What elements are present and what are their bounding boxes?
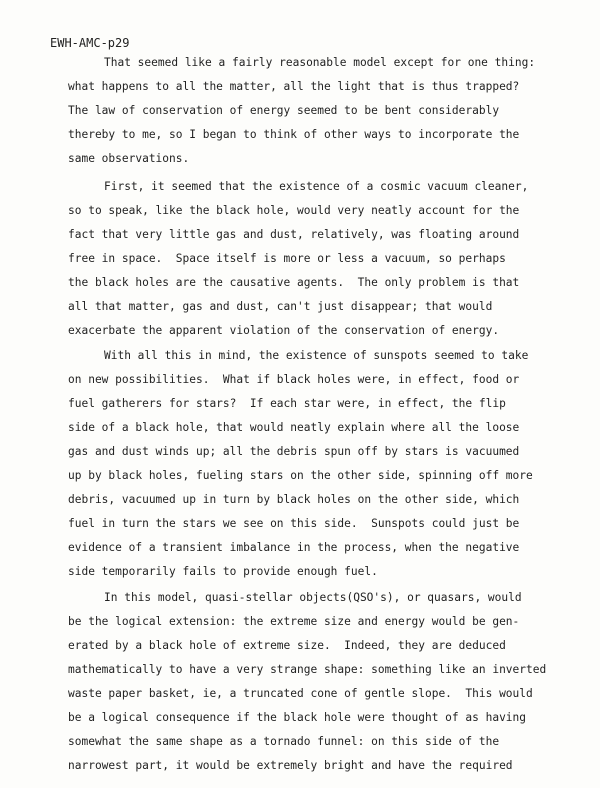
text-line: thereby to me, so I began to think of other ways to incorporate the [68,128,520,141]
text-line: In this model, quasi-stellar objects(QSO's), or quasars, would [104,591,522,604]
text-line: somewhat the same shape as a tornado funnel: on this side of the [68,735,500,748]
text-line: be the logical extension: the extreme size and energy would be gen- [68,615,520,628]
text-line: evidence of a transient imbalance in the process, when the negative [68,541,520,554]
text-line: fact that very little gas and dust, relatively, was floating around [68,228,520,241]
text-line: First, it seemed that the existence of a cosmic vacuum cleaner, [104,180,529,193]
text-line: all that matter, gas and dust, can't just disappear; that would [68,300,493,313]
text-line: same observations. [68,152,190,165]
text-line: gas and dust winds up; all the debris spun off by stars is vacuumed [68,445,520,458]
text-line: so to speak, like the black hole, would very neatly account for the [68,204,520,217]
text-line: up by black holes, fueling stars on the other side, spinning off more [68,469,533,482]
text-line: narrowest part, it would be extremely bright and have the required [68,759,513,772]
text-line: free in space. Space itself is more or less a vacuum, so perhaps [68,252,506,265]
text-line: fuel in turn the stars we see on this side. Sunspots could just be [68,517,520,530]
text-line: fuel gatherers for stars? If each star were, in effect, the flip [68,397,506,410]
text-line: side of a black hole, that would neatly explain where all the loose [68,421,520,434]
text-line: on new possibilities. What if black holes were, in effect, food or [68,373,520,386]
text-line: exacerbate the apparent violation of the conservation of energy. [68,324,500,337]
text-line: waste paper basket, ie, a truncated cone of gentle slope. This would [68,687,533,700]
document-id: EWH-AMC-p29 [50,36,130,50]
text-line: be a logical consequence if the black hole were thought of as having [68,711,527,724]
text-line: debris, vacuumed up in turn by black holes on the other side, which [68,493,520,506]
text-line: That seemed like a fairly reasonable model except for one thing: [104,56,536,69]
text-line: With all this in mind, the existence of sunspots seemed to take [104,349,529,362]
text-line: mathematically to have a very strange shape: something like an inverted [68,663,547,676]
text-line: what happens to all the matter, all the light that is thus trapped? [68,80,520,93]
text-line: erated by a black hole of extreme size. Indeed, they are deduced [68,639,506,652]
text-line: The law of conservation of energy seemed to be bent considerably [68,104,500,117]
text-line: the black holes are the causative agents. The only problem is that [68,276,520,289]
text-line: side temporarily fails to provide enough fuel. [68,565,378,578]
